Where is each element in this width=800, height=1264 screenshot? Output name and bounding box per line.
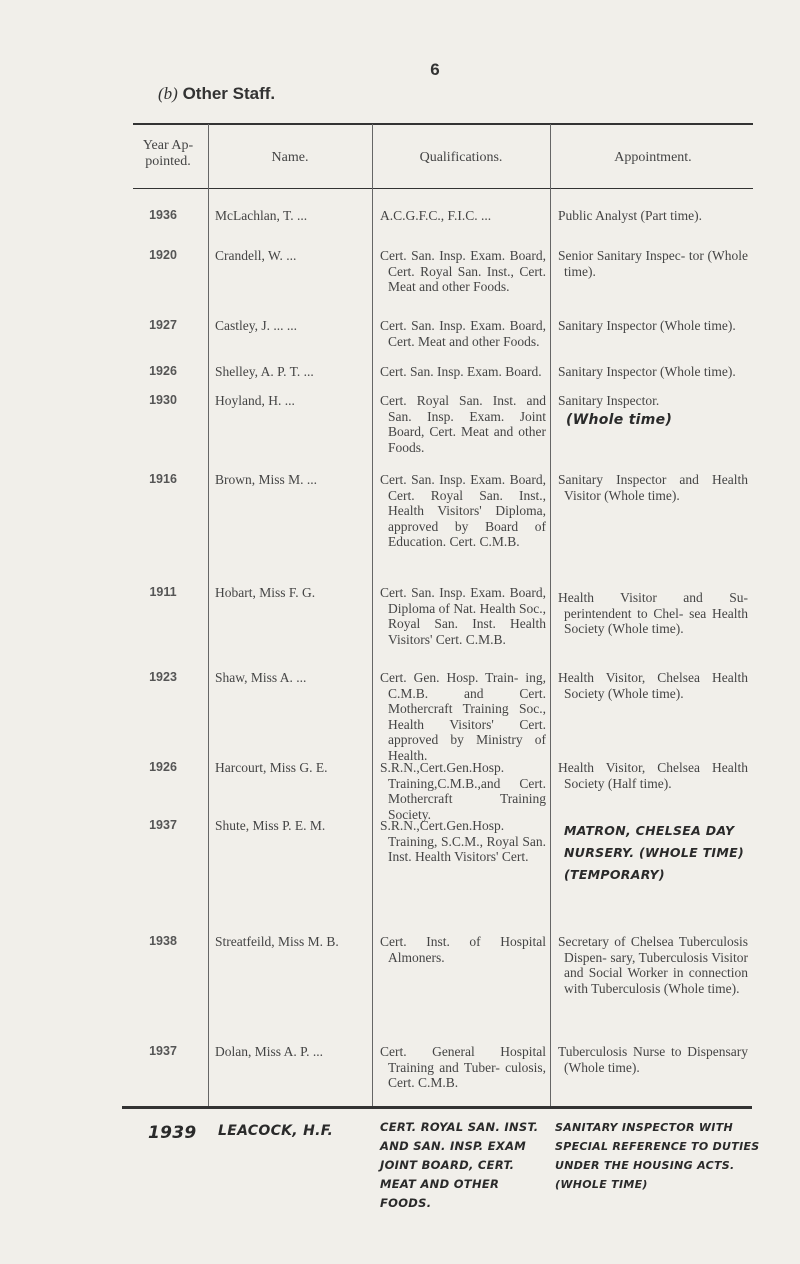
name-cell: Streatfeild, Miss M. B. [215,934,339,949]
name-cell: Castley, J. ... ... [215,318,297,333]
name-cell: Dolan, Miss A. P. ... [215,1044,324,1059]
appointment-handwritten-note: MATRON, CHELSEA DAY NURSERY. (WHOLE TIME) (TEMPORARY) [564,823,744,882]
name-cell: Shute, Miss P. E. M. [215,818,326,833]
appointment-cell: Sanitary Inspector (Whole time). [558,364,736,379]
year-cell: 1926 [149,364,177,378]
name-cell: Shaw, Miss A. ... [215,670,307,685]
name-cell: Harcourt, Miss G. E. [215,760,328,775]
qualifications-cell: Cert. Inst. of Hospital Almoners. [380,934,546,965]
year-cell: 1923 [149,670,177,684]
year-cell: 1937 [149,818,177,832]
name-cell: McLachlan, T. ... [215,208,308,223]
qualifications-cell: Cert. San. Insp. Exam. Board, Cert. Royal San. Inst., Cert. Meat and other Foods. [380,248,546,294]
qualifications-cell: A.C.G.F.C., F.I.C. ... [380,208,492,223]
qualifications-cell: Cert. Royal San. Inst. and San. Insp. Exam. Joint Board, Cert. Meat and other Foods. [380,393,546,455]
section-letter: (b) [158,84,178,103]
section-title-text: Other Staff. [182,84,276,103]
header-bottom-rule [133,188,753,189]
header-qualifications: Qualifications. [419,150,503,165]
appointment-cell: Senior Sanitary Inspec- tor (Whole time). [558,248,748,279]
appointment-cell: Public Analyst (Part time). [558,208,702,223]
qualifications-cell: Cert. San. Insp. Exam. Board, Cert. Royal San. Inst., Health Visitors' Diploma, approved by Board of Education. Cert. C.M.B. [380,472,546,549]
appointment-cell: Health Visitor, Chelsea Health Society (Whole time). [558,670,748,701]
handwritten-name: LEACOCK, H.F. [218,1123,334,1139]
name-cell: Shelley, A. P. T. ... [215,364,314,379]
name-cell: Hoyland, H. ... [215,393,295,408]
section-title [158,84,275,104]
appointment-handwritten-note: (Whole time) [566,412,673,428]
handwritten-appointment: SANITARY INSPECTOR WITH SPECIAL REFERENCE TO DUTIES UNDER THE HOUSING ACTS. (WHOLE TIME) [555,1121,760,1191]
qualifications-cell: Cert. San. Insp. Exam. Board, Cert. Meat and other Foods. [380,318,546,349]
appointment-cell: Health Visitor and Su- perintendent to Chel- sea Health Society (Whole time). [558,590,748,636]
year-cell: 1936 [149,208,177,222]
page-number: 6 [430,60,440,79]
handwritten-year: 1939 [148,1123,197,1143]
year-cell: 1926 [149,760,177,774]
year-cell: 1916 [149,472,177,486]
column-divider [208,124,209,1106]
qualifications-cell: Cert. Gen. Hosp. Train- ing, C.M.B. and Cert. Mothercraft Training Soc., Health Visitors' Cert. approved by Ministry of Health. [380,670,546,763]
appointment-cell: Sanitary Inspector. [558,393,660,408]
year-cell: 1911 [149,585,177,599]
column-divider [372,124,373,1106]
name-cell: Hobart, Miss F. G. [215,585,316,600]
name-cell: Brown, Miss M. ... [215,472,318,487]
header-name: Name. [271,150,309,165]
name-cell: Crandell, W. ... [215,248,297,263]
handwritten-qualifications: CERT. ROYAL SAN. INST. AND SAN. INSP. EXAM JOINT BOARD, CERT. MEAT AND OTHER FOODS. [380,1120,539,1210]
header-appointment: Appointment. [614,150,692,165]
qualifications-cell: Cert. San. Insp. Exam. Board. [380,364,542,379]
column-divider [550,124,551,1106]
qualifications-cell: S.R.N.,Cert.Gen.Hosp. Training,C.M.B.,and Cert. Mothercraft Training Society. [380,760,546,822]
qualifications-cell: Cert. San. Insp. Exam. Board, Diploma of Nat. Health Soc., Royal San. Inst. Health Visitors' Cert. C.M.B. [380,585,546,647]
appointment-cell: Secretary of Chelsea Tuberculosis Dispen- sary, Tuberculosis Visitor and Social Worker in connection with Tuberculosis (Whole time). [558,934,748,996]
year-cell: 1938 [149,934,177,948]
appointment-cell: Health Visitor, Chelsea Health Society (Half time). [558,760,748,791]
year-cell: 1920 [149,248,177,262]
appointment-cell: Sanitary Inspector and Health Visitor (Whole time). [558,472,748,503]
year-cell: 1937 [149,1044,177,1058]
header-year: Year Ap- pointed. [142,138,194,169]
table-top-rule [133,123,753,125]
appointment-cell: Tuberculosis Nurse to Dispensary (Whole time). [558,1044,748,1075]
table-bottom-rule [122,1106,752,1109]
qualifications-cell: S.R.N.,Cert.Gen.Hosp. Training, S.C.M., Royal San. Inst. Health Visitors' Cert. [380,818,546,864]
appointment-cell: Sanitary Inspector (Whole time). [558,318,736,333]
year-cell: 1927 [149,318,177,332]
year-cell: 1930 [149,393,177,407]
qualifications-cell: Cert. General Hospital Training and Tuber- culosis, Cert. C.M.B. [380,1044,546,1090]
